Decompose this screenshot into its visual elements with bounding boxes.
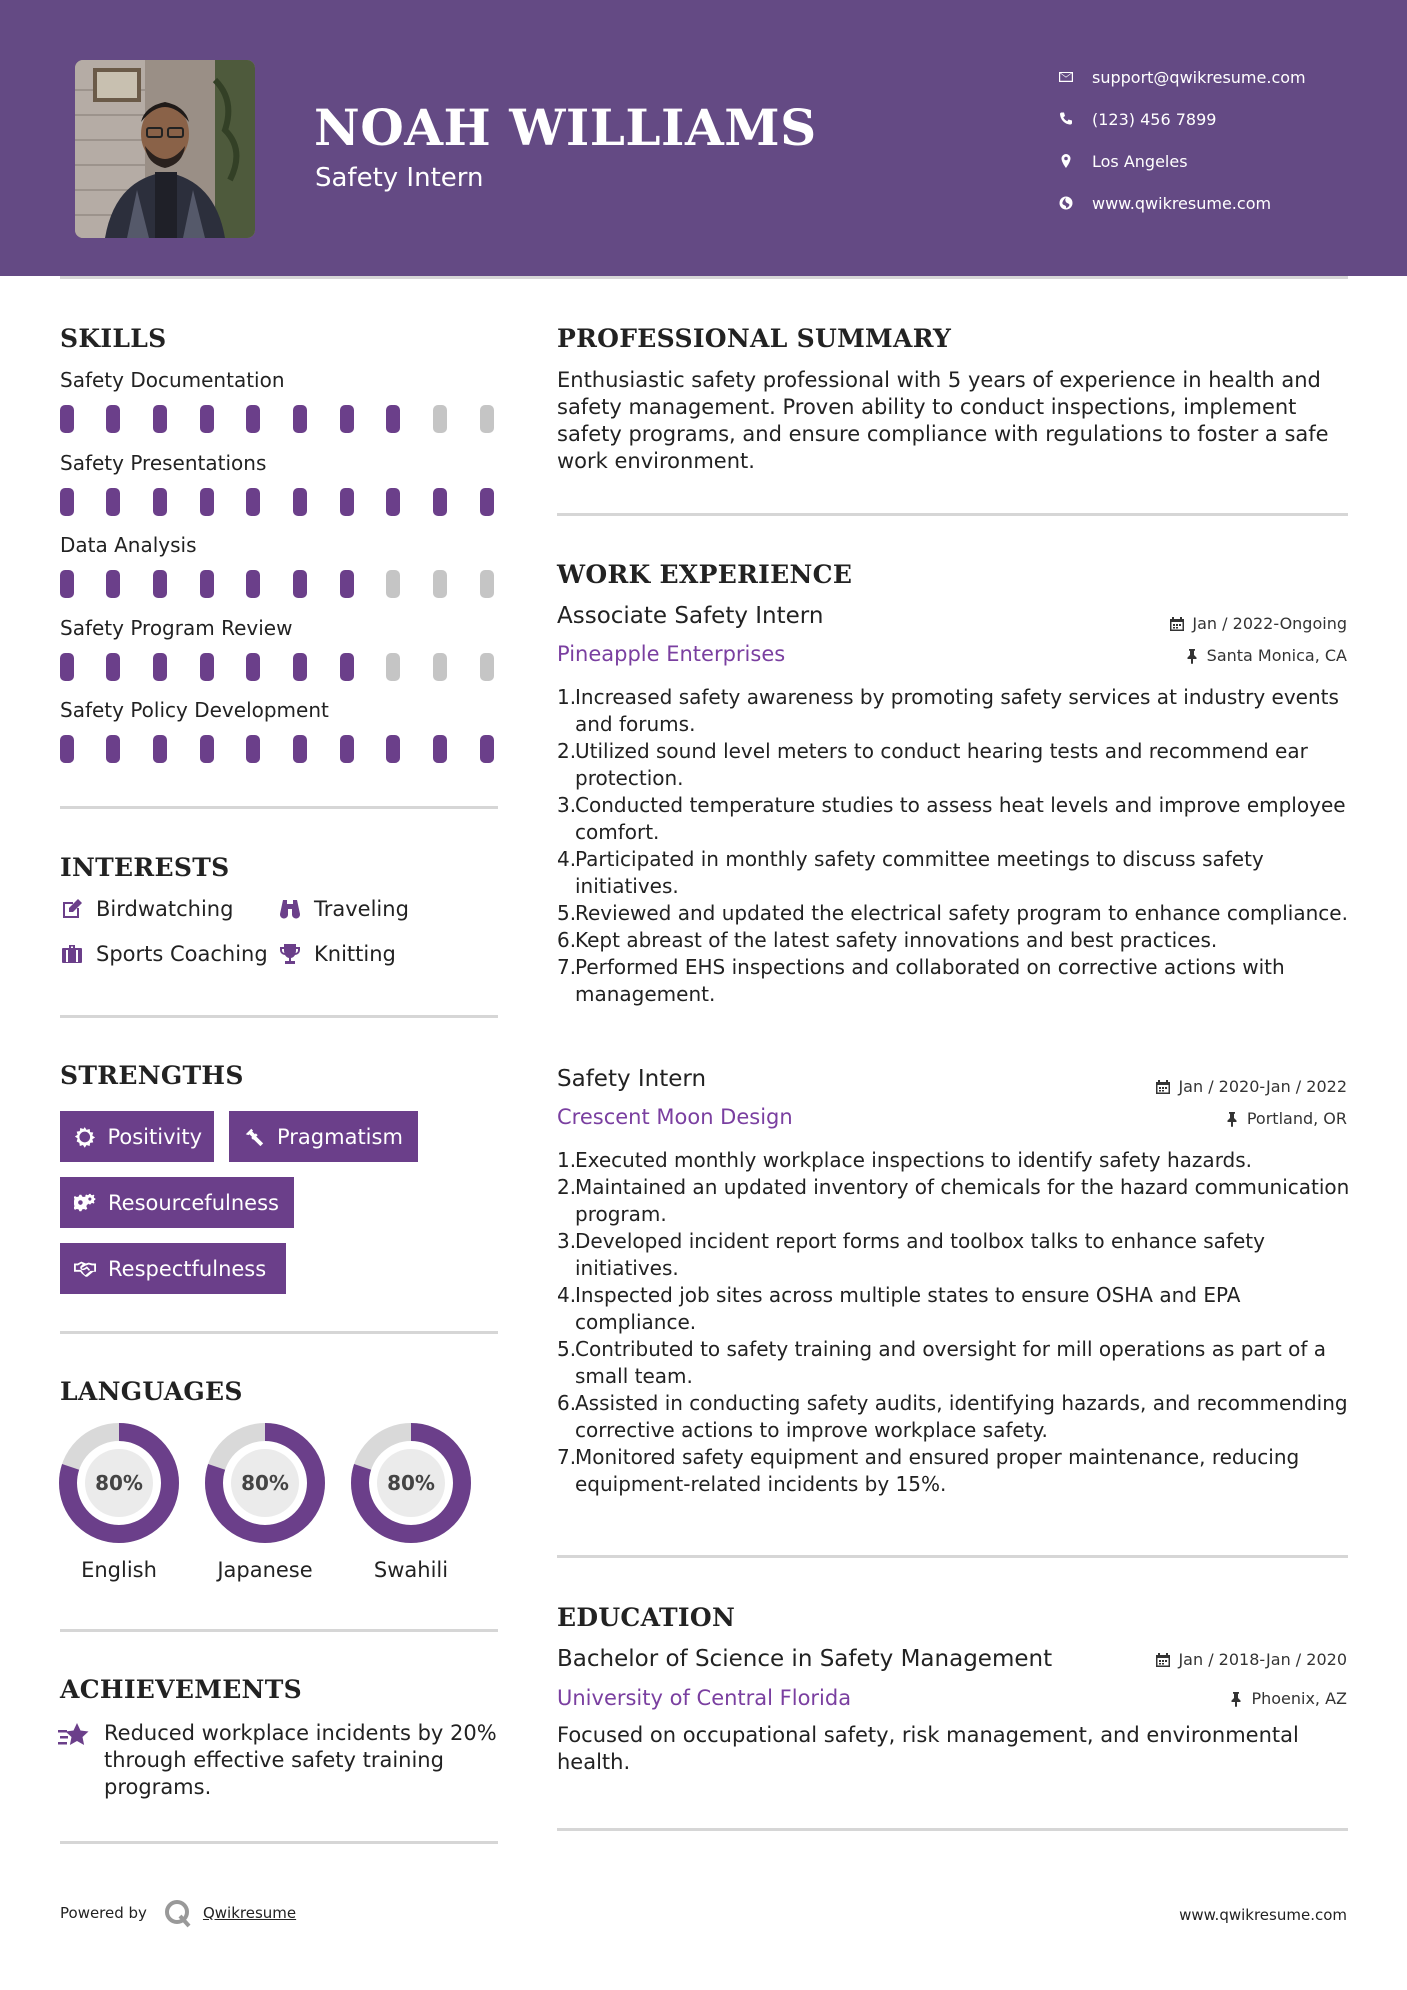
- summary-text: Enthusiastic safety professional with 5 years of experience in health and safety management. Proven ability to conduct inspections, implement safety programs, and ensure compliance with regulations to foster a safe work environment.: [557, 368, 1329, 473]
- contact-website-text: www.qwikresume.com: [1092, 193, 1272, 213]
- calendar-icon: [1169, 616, 1185, 632]
- skill-dot-filled: [246, 488, 260, 516]
- skill-dot-filled: [106, 735, 120, 763]
- job-bullet: 7. Performed EHS inspections and collaborated on corrective actions with management.: [557, 955, 1285, 1006]
- skill-label: Safety Program Review: [60, 616, 293, 640]
- strengths-heading: STRENGTHS: [60, 1061, 244, 1090]
- skill-dot-filled: [60, 570, 74, 598]
- job-bullet: 5. Contributed to safety training and oversight for mill operations as part of a small team.: [557, 1337, 1326, 1388]
- skill-dot-filled: [246, 735, 260, 763]
- skill-dot-filled: [386, 735, 400, 763]
- envelope-icon: [1050, 69, 1082, 85]
- job-company: Crescent Moon Design: [557, 1105, 793, 1129]
- strength-badge-positivity: [60, 1111, 214, 1162]
- language-progress-ring: [58, 1422, 180, 1544]
- language-name: Japanese: [217, 1558, 313, 1582]
- education-school: University of Central Florida: [557, 1686, 852, 1710]
- profile-photo: [75, 60, 255, 238]
- pushpin-icon: [1224, 1111, 1240, 1127]
- pushpin-icon: [1184, 648, 1200, 664]
- skill-dot-filled: [480, 488, 494, 516]
- language-progress-ring: [350, 1422, 472, 1544]
- education-degree: Bachelor of Science in Safety Management: [557, 1646, 1053, 1672]
- achievements-heading: ACHIEVEMENTS: [60, 1675, 302, 1704]
- summary-divider: [557, 513, 1348, 516]
- education-heading: EDUCATION: [557, 1603, 736, 1632]
- job-bullet: 7. Monitored safety equipment and ensured proper maintenance, reducing equipment-related incidents by 15%.: [557, 1445, 1300, 1496]
- skill-dot-filled: [153, 488, 167, 516]
- skill-dot-filled: [153, 735, 167, 763]
- skill-dot-filled: [340, 735, 354, 763]
- skill-dot-filled: [340, 653, 354, 681]
- skills-heading: SKILLS: [60, 324, 167, 353]
- skill-dot-filled: [293, 405, 307, 433]
- skill-dot-filled: [106, 405, 120, 433]
- skill-dot-filled: [246, 570, 260, 598]
- strength-label: Pragmatism: [277, 1124, 403, 1149]
- strength-label: Respectfulness: [108, 1256, 267, 1281]
- skill-dot-filled: [293, 570, 307, 598]
- job-bullet-text: Inspected job sites across multiple states to ensure OSHA and EPA compliance.: [575, 1283, 1241, 1334]
- skill-dot-empty: [433, 570, 447, 598]
- skill-dot-filled: [106, 653, 120, 681]
- strength-label: Resourcefulness: [108, 1190, 279, 1215]
- language-percent: 80%: [387, 1471, 435, 1495]
- job-bullet: 1. Executed monthly workplace inspections to identify safety hazards.: [557, 1148, 1253, 1172]
- job-bullet-text: Contributed to safety training and oversight for mill operations as part of a small team.: [575, 1337, 1326, 1388]
- skill-dot-empty: [433, 653, 447, 681]
- interest-traveling: [278, 897, 409, 921]
- summary-heading: PROFESSIONAL SUMMARY: [557, 324, 952, 353]
- interests-divider: [60, 1015, 498, 1018]
- skill-dot-filled: [480, 735, 494, 763]
- job-location-text: Portland, OR: [1246, 1109, 1347, 1128]
- interest-sports-coaching: [60, 942, 268, 966]
- candidate-title: Safety Intern: [315, 163, 484, 193]
- interest-label: Knitting: [314, 942, 396, 966]
- job-bullet-text: Monitored safety equipment and ensured proper maintenance, reducing equipment-related incidents by 15%.: [575, 1445, 1300, 1496]
- skill-dot-filled: [60, 488, 74, 516]
- skill-dot-filled: [293, 735, 307, 763]
- skill-dot-filled: [340, 488, 354, 516]
- job-dates: [1155, 1077, 1347, 1096]
- job-bullet-text: Maintained an updated inventory of chemicals for the hazard communication program.: [575, 1175, 1350, 1226]
- job-bullet-list: [557, 684, 1357, 1008]
- job-bullet-text: Participated in monthly safety committee meetings to discuss safety initiatives.: [575, 847, 1264, 898]
- education-location: [1228, 1689, 1347, 1708]
- job-bullet-list: [557, 1147, 1357, 1498]
- job-location: [1184, 646, 1347, 665]
- footer-website[interactable]: www.qwikresume.com: [1179, 1906, 1347, 1924]
- strength-badge-respectfulness: [60, 1243, 286, 1294]
- job-company: Pineapple Enterprises: [557, 642, 786, 666]
- header-divider: [60, 276, 1348, 279]
- language-percent: 80%: [241, 1471, 289, 1495]
- skill-label: Safety Presentations: [60, 451, 267, 475]
- sun-icon: [74, 1126, 95, 1148]
- experience-heading: WORK EXPERIENCE: [557, 560, 853, 589]
- job-bullet: 5. Reviewed and updated the electrical safety program to enhance compliance.: [557, 901, 1348, 925]
- job-bullet: 6. Kept abreast of the latest safety innovations and best practices.: [557, 928, 1218, 952]
- interest-label: Birdwatching: [96, 897, 234, 921]
- footer-powered-by: [60, 1898, 296, 1928]
- skill-dot-filled: [200, 653, 214, 681]
- interest-birdwatching: [60, 897, 233, 921]
- contact-website[interactable]: [1050, 182, 1380, 224]
- skill-dot-filled: [433, 488, 447, 516]
- skill-dot-empty: [480, 653, 494, 681]
- skill-dot-filled: [153, 570, 167, 598]
- job-bullet: 3. Conducted temperature studies to assess heat levels and improve employee comfort.: [557, 793, 1346, 844]
- interest-knitting: [278, 942, 396, 966]
- skill-dot-filled: [200, 735, 214, 763]
- skill-dot-filled: [386, 488, 400, 516]
- skill-dot-filled: [60, 653, 74, 681]
- language-name: English: [81, 1558, 157, 1582]
- interest-label: Sports Coaching: [96, 942, 268, 966]
- strength-badge-resourcefulness: [60, 1177, 294, 1228]
- contact-list: [1050, 56, 1380, 224]
- skill-dot-filled: [60, 405, 74, 433]
- skill-dot-filled: [293, 653, 307, 681]
- contact-location-text: Los Angeles: [1092, 151, 1188, 171]
- education-dates: [1155, 1650, 1347, 1669]
- job-title: Associate Safety Intern: [557, 603, 824, 629]
- job-bullet-text: Reviewed and updated the electrical safety program to enhance compliance.: [575, 901, 1348, 925]
- job-location: [1224, 1109, 1347, 1128]
- job-dates: [1169, 614, 1347, 633]
- skill-dot-filled: [293, 488, 307, 516]
- skill-level-meter: [60, 405, 500, 433]
- trophy-icon: [278, 942, 302, 966]
- calendar-icon: [1155, 1079, 1171, 1095]
- education-location-text: Phoenix, AZ: [1251, 1689, 1347, 1708]
- skill-level-meter: [60, 735, 500, 763]
- binoculars-icon: [278, 897, 302, 921]
- skill-dot-filled: [60, 735, 74, 763]
- languages-divider: [60, 1629, 498, 1632]
- skill-dot-filled: [433, 735, 447, 763]
- skill-dot-filled: [340, 570, 354, 598]
- job-bullet-text: Conducted temperature studies to assess heat levels and improve employee comfort.: [575, 793, 1346, 844]
- achievement-text: Reduced workplace incidents by 20% through effective safety training programs.: [104, 1721, 497, 1799]
- location-pin-icon: [1050, 153, 1082, 169]
- interest-label: Traveling: [314, 897, 409, 921]
- skill-dot-empty: [386, 653, 400, 681]
- job-bullet-text: Developed incident report forms and toolbox talks to enhance safety initiatives.: [575, 1229, 1265, 1280]
- skill-dot-filled: [200, 405, 214, 433]
- skill-level-meter: [60, 570, 500, 598]
- qwikresume-logo-icon: [163, 1898, 193, 1928]
- resume-header: [0, 0, 1407, 276]
- contact-email[interactable]: [1050, 56, 1380, 98]
- education-description: Focused on occupational safety, risk management, and environmental health.: [557, 1723, 1299, 1774]
- education-divider: [557, 1828, 1348, 1831]
- strengths-divider: [60, 1331, 498, 1334]
- globe-icon: [1050, 195, 1082, 211]
- skill-label: Data Analysis: [60, 533, 197, 557]
- job-bullet-text: Assisted in conducting safety audits, identifying hazards, and recommending corrective actions to improve workplace safety.: [575, 1391, 1348, 1442]
- skill-dot-empty: [433, 405, 447, 433]
- calendar-icon: [1155, 1652, 1171, 1668]
- skill-dot-filled: [246, 653, 260, 681]
- contact-email-text: support@qwikresume.com: [1092, 67, 1306, 87]
- experience-divider: [557, 1555, 1348, 1558]
- job-bullet-text: Increased safety awareness by promoting safety services at industry events and forums.: [575, 685, 1339, 736]
- strength-label: Positivity: [107, 1124, 202, 1149]
- job-bullet-text: Kept abreast of the latest safety innovations and best practices.: [575, 928, 1218, 952]
- interests-heading: INTERESTS: [60, 853, 230, 882]
- skill-dot-empty: [386, 570, 400, 598]
- job-bullet-text: Utilized sound level meters to conduct hearing tests and recommend ear protection.: [575, 739, 1308, 790]
- language-percent: 80%: [95, 1471, 143, 1495]
- skill-dot-filled: [153, 653, 167, 681]
- achievements-divider: [60, 1841, 498, 1844]
- job-dates-text: Jan / 2022-Ongoing: [1192, 614, 1347, 633]
- job-bullet: 2. Maintained an updated inventory of chemicals for the hazard communication program.: [557, 1175, 1350, 1226]
- job-bullet: 4. Inspected job sites across multiple states to ensure OSHA and EPA compliance.: [557, 1283, 1241, 1334]
- gears-icon: [74, 1192, 96, 1214]
- skill-level-meter: [60, 653, 500, 681]
- job-bullet: 2. Utilized sound level meters to conduct hearing tests and recommend ear protection.: [557, 739, 1308, 790]
- language-name: Swahili: [373, 1558, 449, 1582]
- contact-phone-text: (123) 456 7899: [1092, 109, 1217, 129]
- hammer-icon: [243, 1126, 265, 1148]
- job-bullet: 6. Assisted in conducting safety audits, identifying hazards, and recommending corrective actions to improve workplace safety.: [557, 1391, 1348, 1442]
- star-icon: [58, 1722, 92, 1750]
- strength-badge-pragmatism: [229, 1111, 418, 1162]
- skill-label: Safety Policy Development: [60, 698, 329, 722]
- skill-dot-filled: [106, 570, 120, 598]
- contact-phone[interactable]: [1050, 98, 1380, 140]
- job-dates-text: Jan / 2020-Jan / 2022: [1178, 1077, 1347, 1096]
- skill-dot-filled: [386, 405, 400, 433]
- pencil-square-icon: [60, 897, 84, 921]
- skill-dot-filled: [153, 405, 167, 433]
- job-bullet-text: Performed EHS inspections and collaborated on corrective actions with management.: [575, 955, 1285, 1006]
- languages-heading: LANGUAGES: [60, 1377, 243, 1406]
- job-bullet: 4. Participated in monthly safety committee meetings to discuss safety initiatives.: [557, 847, 1264, 898]
- skill-dot-filled: [200, 570, 214, 598]
- job-bullet: 3. Developed incident report forms and toolbox talks to enhance safety initiatives.: [557, 1229, 1265, 1280]
- contact-location: [1050, 140, 1380, 182]
- skill-dot-filled: [106, 488, 120, 516]
- job-location-text: Santa Monica, CA: [1206, 646, 1347, 665]
- job-bullet: 1. Increased safety awareness by promoting safety services at industry events and forums.: [557, 685, 1339, 736]
- skill-label: Safety Documentation: [60, 368, 285, 392]
- skill-dot-empty: [480, 570, 494, 598]
- qwikresume-link[interactable]: Qwikresume: [202, 1904, 297, 1922]
- briefcase-icon: [60, 942, 84, 966]
- handshake-icon: [74, 1258, 96, 1280]
- candidate-name: NOAH WILLIAMS: [314, 98, 817, 157]
- skill-dot-empty: [480, 405, 494, 433]
- education-dates-text: Jan / 2018-Jan / 2020: [1178, 1650, 1347, 1669]
- phone-icon: [1050, 111, 1082, 127]
- job-title: Safety Intern: [557, 1066, 707, 1092]
- pushpin-icon: [1228, 1691, 1244, 1707]
- skill-dot-filled: [246, 405, 260, 433]
- language-progress-ring: [204, 1422, 326, 1544]
- skill-dot-filled: [200, 488, 214, 516]
- powered-by-label: Powered by: [60, 1904, 147, 1922]
- job-bullet-text: Executed monthly workplace inspections to identify safety hazards.: [575, 1148, 1253, 1172]
- skill-level-meter: [60, 488, 500, 516]
- skills-divider: [60, 806, 498, 809]
- skill-dot-filled: [340, 405, 354, 433]
